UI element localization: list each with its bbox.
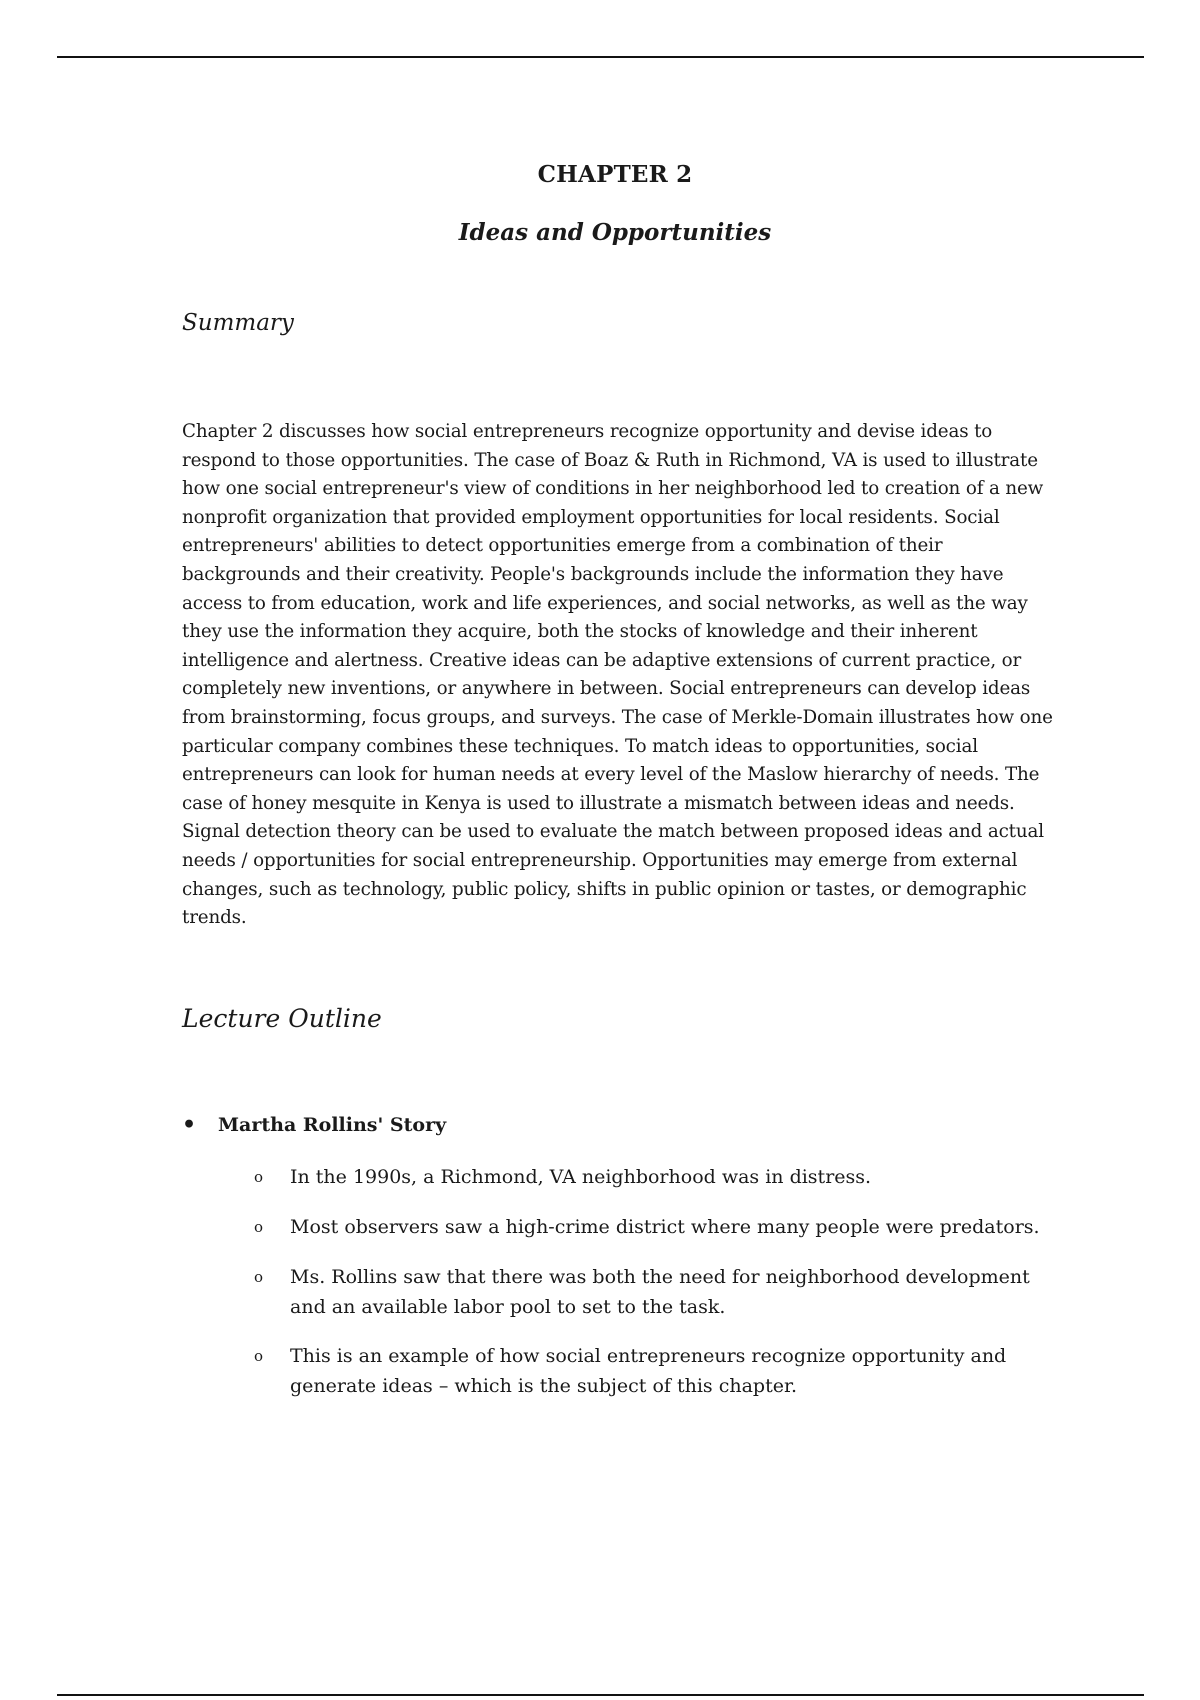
outline-subitem — [254, 1341, 1064, 1401]
outline-subitem — [254, 1262, 1064, 1322]
outline-subitem-text: Ms. Rollins saw that there was both the need for neighborhood development and an available labor pool to set to the task. — [290, 1266, 1030, 1318]
hollow-bullet-icon: o — [254, 1347, 264, 1365]
hollow-bullet-icon: o — [254, 1168, 264, 1186]
summary-paragraph: Chapter 2 discusses how social entrepreneurs recognize opportunity and devise ideas to respond to those opportunities. The case of Boaz & Ruth in Richmond, VA is used to illustrate how one social entrepreneur's view of conditions in her neighborhood led to creation of a new nonprofit organization that provided employment opportunities for local residents. Social entrepreneurs' abilities to detect opportunities emerge from a combination of their backgrounds and their creativity. People's backgrounds include the information they have access to from education, work and life experiences, and social networks, as well as the way they use the information they acquire, both the stocks of knowledge and their inherent intelligence and alertness. Creative ideas can be adaptive extensions of current practice, or completely new inventions, or anywhere in between. Social entrepreneurs can develop ideas from brainstorming, focus groups, and surveys. The case of Merkle-Domain illustrates how one particular company combines these techniques. To match ideas to opportunities, social entrepreneurs can look for human needs at every level of the Maslow hierarchy of needs. The case of honey mesquite in Kenya is used to illustrate a mismatch between ideas and needs. Signal detection theory can be used to evaluate the match between proposed ideas and actual needs / opportunities for social entrepreneurship. Opportunities may emerge from external changes, such as technology, public policy, shifts in public opinion or tastes, or demographic trends. — [182, 421, 1053, 929]
bullet-icon: • — [182, 1112, 197, 1138]
outline-subitem-text: In the 1990s, a Richmond, VA neighborhood was in distress. — [290, 1166, 872, 1188]
top-rule — [57, 56, 1144, 58]
outline-item-title: Martha Rollins' Story — [218, 1114, 447, 1136]
outline-subitem — [254, 1162, 1064, 1192]
lecture-outline-heading: Lecture Outline — [182, 1004, 382, 1033]
chapter-number: CHAPTER 2 — [537, 161, 693, 189]
outline-subitem-text: Most observers saw a high-crime district where many people were predators. — [290, 1216, 1040, 1238]
outline-subitem — [254, 1212, 1064, 1242]
bottom-rule — [57, 1694, 1144, 1696]
hollow-bullet-icon: o — [254, 1268, 264, 1286]
hollow-bullet-icon: o — [254, 1218, 264, 1236]
chapter-title: Ideas and Opportunities — [458, 219, 772, 247]
summary-heading: Summary — [182, 310, 294, 336]
outline-subitem-text: This is an example of how social entrepreneurs recognize opportunity and generate ideas – which is the subject of this chapter. — [290, 1345, 1007, 1397]
